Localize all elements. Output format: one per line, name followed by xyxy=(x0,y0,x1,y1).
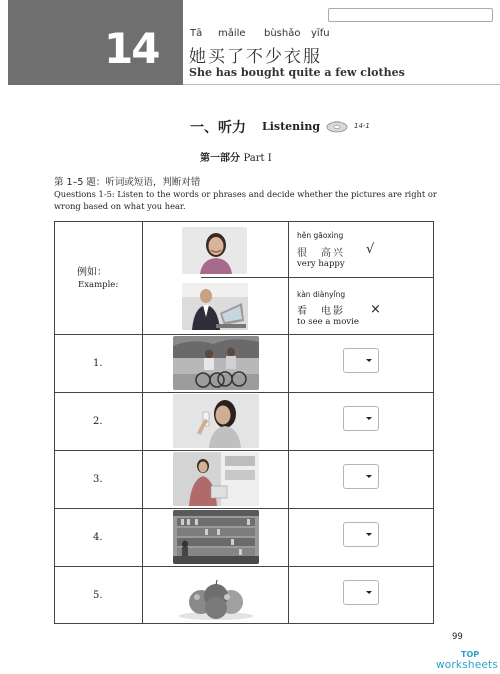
header-divider xyxy=(183,84,500,85)
example-photo-happy-girl xyxy=(182,227,247,274)
question-3-answer-dropdown[interactable] xyxy=(343,464,379,489)
lesson-title-chinese: 她买了不少衣服 xyxy=(189,47,322,67)
question-1-number: 1. xyxy=(93,358,103,369)
question-2-photo-woman-drinking xyxy=(173,394,259,448)
table-row-divider xyxy=(55,566,433,567)
example-photo-man-laptop xyxy=(182,283,248,330)
question-1-answer-dropdown[interactable] xyxy=(343,348,379,373)
instructions-chinese: 第 1–5 题：听词或短语，判断对错 xyxy=(54,177,201,188)
title-pinyin-3: bùshǎo xyxy=(264,28,301,39)
example-1-hanzi: 很 高兴 xyxy=(297,248,345,259)
audio-track-number: 14-1 xyxy=(354,122,370,130)
example-label-english: Example: xyxy=(78,280,119,290)
question-2-answer-dropdown[interactable] xyxy=(343,406,379,431)
example-1-pinyin: hěn gāoxìng xyxy=(297,231,344,240)
chevron-down-icon xyxy=(366,591,372,594)
part-title xyxy=(200,149,272,164)
brand-logo-bottom: worksheets xyxy=(436,659,499,671)
chevron-down-icon xyxy=(366,417,372,420)
table-row-divider xyxy=(55,508,433,509)
lesson-number-block xyxy=(8,0,183,85)
table-column-divider xyxy=(142,222,143,623)
title-pinyin-2: mǎile xyxy=(218,28,246,39)
lesson-title-english: She has bought quite a few clothes xyxy=(189,66,405,79)
table-row-divider xyxy=(55,334,433,335)
title-pinyin-1: Tā xyxy=(190,28,203,39)
part-title-chinese: 第一部分 xyxy=(200,153,240,164)
part-title-roman: Part Ⅰ xyxy=(243,153,272,164)
question-5-answer-dropdown[interactable] xyxy=(343,580,379,605)
table-row-divider xyxy=(55,392,433,393)
example-1-english: very happy xyxy=(297,259,345,269)
section-title-chinese: 一、听力 xyxy=(190,120,246,136)
question-4-answer-dropdown[interactable] xyxy=(343,522,379,547)
chevron-down-icon xyxy=(366,359,372,362)
table-column-divider xyxy=(288,222,289,623)
title-pinyin-4: yīfu xyxy=(311,28,330,39)
listening-table xyxy=(54,221,434,624)
cd-icon xyxy=(326,118,348,132)
example-2-english: to see a movie xyxy=(297,317,359,327)
chevron-down-icon xyxy=(366,475,372,478)
brand-logo-top: TOP xyxy=(461,650,480,659)
question-1-photo-cyclists xyxy=(173,336,259,390)
example-row-divider xyxy=(201,277,433,278)
section-title-english: Listening xyxy=(262,120,321,133)
top-answer-field[interactable] xyxy=(328,8,493,22)
page-number: 99 xyxy=(452,632,463,642)
question-4-number: 4. xyxy=(93,532,103,543)
example-label-chinese: 例如： xyxy=(77,267,107,278)
question-3-photo-woman-shop xyxy=(173,452,259,506)
example-2-pinyin: kàn diànyǐng xyxy=(297,290,346,299)
example-1-correct-mark: √ xyxy=(366,242,375,257)
question-5-number: 5. xyxy=(93,590,103,601)
example-2-wrong-mark: × xyxy=(370,302,381,317)
instructions-english: Questions 1-5: Listen to the words or phrases and decide whether the pictures are right or wrong based on what you hear. xyxy=(54,189,437,211)
lesson-number: 14 xyxy=(104,24,159,73)
table-row-divider xyxy=(55,450,433,451)
example-2-hanzi: 看 电影 xyxy=(297,306,345,317)
chevron-down-icon xyxy=(366,533,372,536)
question-5-photo-apples xyxy=(173,568,259,622)
question-3-number: 3. xyxy=(93,474,103,485)
question-2-number: 2. xyxy=(93,416,103,427)
question-4-photo-library xyxy=(173,510,259,564)
